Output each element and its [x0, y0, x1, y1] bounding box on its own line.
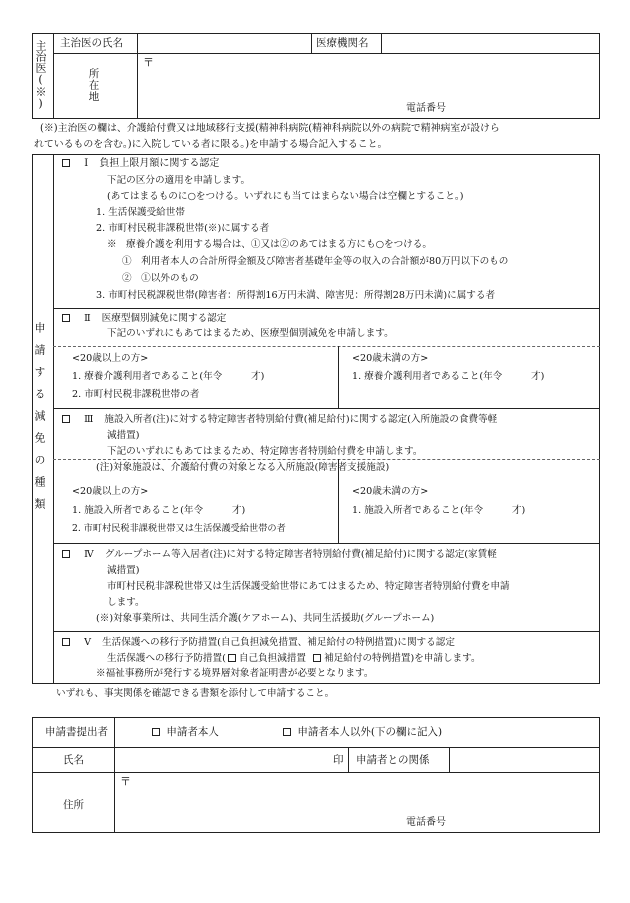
doctor-side-label: 主治医(※)	[34, 40, 47, 110]
section-2-title: 医療型個別減免に関する認定	[101, 313, 227, 324]
section-5-line1-pre: 生活保護への移行予防措置(	[107, 653, 226, 664]
doctor-address-label: 所在地	[87, 68, 100, 103]
section-1-title-row	[62, 158, 219, 170]
section-1-item1[interactable]: 1. 生活保護受給世帯	[96, 207, 185, 218]
submitter-address-label: 住所	[63, 799, 84, 811]
section-4-title-cont: 減措置)	[107, 565, 140, 576]
section-2-child-head: <20歳未満の方>	[352, 353, 429, 364]
section-2-child-1[interactable]: 1. 療養介護利用者であること(年令 才)	[352, 371, 545, 382]
relation-label: 申請者との関係	[356, 754, 430, 766]
section-1-item2[interactable]: 2. 市町村民税非課税世帯(※)に属する者	[96, 223, 270, 234]
doctor-postal-mark: 〒	[143, 56, 154, 69]
submitter-phone-label: 電話番号	[406, 817, 446, 828]
section-3-numeral: Ⅲ	[84, 414, 94, 425]
section-2-adult-1[interactable]: 1. 療養介護利用者であること(年令 才)	[72, 371, 265, 382]
submitter-option-self[interactable]	[152, 726, 219, 738]
section-1-line1: 下記の区分の適用を申請します。	[107, 175, 251, 186]
self-burden-option: 自己負担減措置	[238, 653, 307, 664]
submitter-label: 申請書提出者	[45, 726, 108, 738]
submitter-self-label: 申請者本人	[166, 726, 219, 738]
doctor-name-field[interactable]	[142, 37, 307, 51]
doctor-note-line2: れているものを含む。)に入院している者に限る。)を申請する場合記入すること。	[34, 139, 388, 150]
section-3-adult-2[interactable]: 2. 市町村民税非課税世帯又は生活保護受給世帯の者	[72, 523, 286, 534]
submitter-name-label: 氏名	[63, 754, 84, 766]
section-3-checkbox[interactable]	[62, 415, 70, 423]
section-4-numeral: Ⅳ	[84, 549, 94, 560]
institution-field[interactable]	[386, 37, 596, 51]
reduction-side-label: 申請する減免の種類	[33, 322, 46, 520]
section-2-numeral: Ⅱ	[84, 313, 91, 324]
section-4-checkbox[interactable]	[62, 550, 70, 558]
submitter-other-checkbox[interactable]	[283, 728, 291, 736]
section-5-numeral: Ⅴ	[84, 637, 91, 648]
section-1-sub2[interactable]: ② ①以外のもの	[122, 273, 199, 284]
section-1-checkbox[interactable]	[62, 159, 70, 167]
relation-field[interactable]	[454, 752, 594, 768]
section-3-adult-1[interactable]: 1. 施設入所者であること(年令 才)	[72, 505, 246, 516]
section-2-checkbox[interactable]	[62, 314, 70, 322]
seal-mark: 印	[333, 754, 344, 766]
supplementary-option: 補足給付の特例措置	[324, 653, 411, 664]
section-2-title-row	[62, 313, 226, 324]
doctor-note-line1: (※)主治医の欄は、介護給付費又は地域移行支援(精神科病院(精神科病院以外の病院で精神病室が設けら	[40, 123, 500, 134]
submitter-postal-mark: 〒	[120, 775, 131, 788]
submitter-self-checkbox[interactable]	[152, 728, 160, 736]
section-4-title-row	[62, 549, 497, 560]
section-3-child-1[interactable]: 1. 施設入所者であること(年令 才)	[352, 505, 526, 516]
section-5-line1	[107, 653, 481, 664]
section-3-line1: 下記のいずれにもあてはまるため、特定障害者特別給付費を申請します。	[107, 446, 423, 457]
section-4-title: グループホーム等入居者(注)に対する特定障害者特別給付費(補足給付)に関する認定(家賃軽	[104, 549, 497, 560]
section-3-note: (注)対象施設は、介護給付費の対象となる入所施設(障害者支援施設)	[96, 462, 390, 473]
section-5-note: ※福祉事務所が発行する境界層対象者証明書が必要となります。	[96, 668, 374, 679]
submitter-other-label: 申請者本人以外(下の欄に記入)	[297, 726, 443, 738]
section-5-checkbox[interactable]	[62, 638, 70, 646]
institution-label: 医療機関名	[316, 37, 369, 49]
doctor-name-label: 主治医の氏名	[60, 37, 123, 49]
submitter-name-field[interactable]	[120, 752, 330, 768]
section-1-numeral: Ⅰ	[84, 158, 89, 169]
section-4-line1: 市町村民税非課税世帯又は生活保護受給世帯にあてはまるため、特定障害者特別給付費を申請	[107, 581, 510, 592]
section-2-line1: 下記のいずれにもあてはまるため、医療型個別減免を申請します。	[107, 328, 394, 339]
section-4-line2: します。	[107, 597, 145, 608]
section-5-line1-post: )を申請します。	[410, 653, 481, 664]
section-3-title-cont: 減措置)	[107, 430, 140, 441]
section-1-title: 負担上限月額に関する認定	[99, 158, 220, 169]
section-2-adult-2[interactable]: 2. 市町村民税非課税世帯の者	[72, 389, 200, 400]
section-3-title: 施設入所者(注)に対する特定障害者特別給付費(補足給付)に関する認定(入所施設の食費等軽	[104, 414, 498, 425]
section-3-adult-head: <20歳以上の方>	[72, 486, 149, 497]
section-1-sub1[interactable]: ① 利用者本人の合計所得金額及び障害者基礎年金等の収入の合計額が80万円以下のもの	[122, 256, 509, 267]
section-3-title-row	[62, 414, 497, 425]
section-3-child-head: <20歳未満の方>	[352, 486, 429, 497]
footer-note: いずれも、事実関係を確認できる書類を添付して申請すること。	[56, 688, 335, 699]
section-1-item3[interactable]: 3. 市町村民税課税世帯(障害者：所得割16万円未満、障害児：所得割28万円未満)に属する者	[96, 290, 496, 301]
section-1-line2: (あてはまるものに○をつける。いずれにも当てはまらない場合は空欄とすること。)	[107, 191, 464, 202]
section-1-note: ※ 療養介護を利用する場合は、①又は②のあてはまる方にも○をつける。	[107, 239, 432, 250]
supplementary-checkbox[interactable]	[313, 654, 321, 662]
section-2-adult-head: <20歳以上の方>	[72, 353, 149, 364]
section-5-title: 生活保護への移行予防措置(自己負担減免措置、補足給付の特例措置)に関する認定	[102, 637, 455, 648]
self-burden-checkbox[interactable]	[228, 654, 236, 662]
submitter-option-other[interactable]	[283, 726, 442, 738]
section-5-title-row	[62, 637, 455, 648]
doctor-phone-label: 電話番号	[406, 103, 446, 114]
section-4-note: (※)対象事業所は、共同生活介護(ケアホーム)、共同生活援助(グループホーム)	[96, 613, 435, 624]
